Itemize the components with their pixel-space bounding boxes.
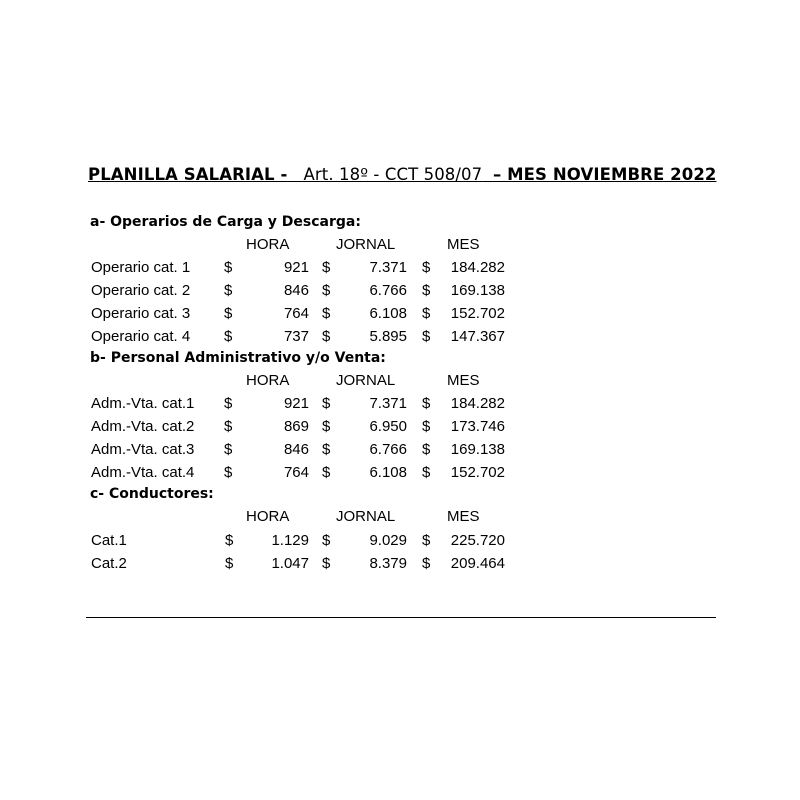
header-hora: HORA	[246, 236, 290, 253]
currency-symbol: $	[422, 282, 431, 299]
currency-symbol: $	[224, 464, 233, 481]
jornal-value: 6.950	[369, 418, 407, 435]
table-row	[0, 259, 800, 281]
currency-symbol: $	[422, 328, 431, 345]
jornal-value: 6.766	[369, 441, 407, 458]
currency-symbol: $	[422, 418, 431, 435]
mes-value: 152.702	[450, 464, 505, 481]
currency-symbol: $	[224, 418, 233, 435]
currency-symbol: $	[225, 532, 234, 549]
mes-value: 184.282	[450, 395, 505, 412]
table-row	[0, 532, 800, 554]
hora-value: 921	[283, 259, 309, 276]
table-row	[0, 464, 800, 486]
table-row	[0, 395, 800, 417]
row-label: Operario cat. 3	[91, 305, 191, 322]
currency-symbol: $	[322, 305, 331, 322]
currency-symbol: $	[322, 441, 331, 458]
currency-symbol: $	[322, 418, 331, 435]
mes-value: 152.702	[450, 305, 505, 322]
currency-symbol: $	[322, 532, 331, 549]
title-article: Art. 18º - CCT 508/07	[303, 165, 483, 184]
table-row	[0, 305, 800, 327]
header-jornal: JORNAL	[336, 508, 396, 525]
currency-symbol: $	[224, 395, 233, 412]
section-title: b- Personal Administrativo y/o Venta:	[90, 350, 386, 366]
title-month: – MES NOVIEMBRE 2022	[492, 165, 717, 184]
section-title: c- Conductores:	[90, 486, 214, 502]
header-mes: MES	[447, 508, 480, 525]
currency-symbol: $	[422, 464, 431, 481]
mes-value: 147.367	[450, 328, 505, 345]
currency-symbol: $	[322, 328, 331, 345]
currency-symbol: $	[224, 441, 233, 458]
jornal-value: 5.895	[369, 328, 407, 345]
table-row	[0, 441, 800, 463]
row-label: Cat.1	[91, 532, 127, 549]
mes-value: 169.138	[450, 282, 505, 299]
currency-symbol: $	[322, 555, 331, 572]
currency-symbol: $	[422, 441, 431, 458]
currency-symbol: $	[422, 395, 431, 412]
jornal-value: 6.108	[369, 464, 407, 481]
mes-value: 209.464	[450, 555, 505, 572]
jornal-value: 7.371	[369, 395, 407, 412]
currency-symbol: $	[224, 328, 233, 345]
currency-symbol: $	[225, 555, 234, 572]
hora-value: 869	[283, 418, 309, 435]
document-title	[88, 165, 728, 184]
row-label: Adm.-Vta. cat.4	[91, 464, 195, 481]
currency-symbol: $	[224, 259, 233, 276]
mes-value: 184.282	[450, 259, 505, 276]
currency-symbol: $	[224, 305, 233, 322]
mes-value: 169.138	[450, 441, 505, 458]
currency-symbol: $	[322, 282, 331, 299]
jornal-value: 6.766	[369, 282, 407, 299]
header-mes: MES	[447, 236, 480, 253]
header-jornal: JORNAL	[336, 236, 396, 253]
row-label: Cat.2	[91, 555, 127, 572]
hora-value: 846	[283, 441, 309, 458]
hora-value: 1.047	[271, 555, 309, 572]
bottom-divider	[86, 617, 716, 618]
currency-symbol: $	[322, 464, 331, 481]
currency-symbol: $	[422, 555, 431, 572]
hora-value: 764	[283, 305, 309, 322]
hora-value: 846	[283, 282, 309, 299]
currency-symbol: $	[422, 305, 431, 322]
mes-value: 173.746	[450, 418, 505, 435]
jornal-value: 7.371	[369, 259, 407, 276]
table-row	[0, 418, 800, 440]
jornal-value: 9.029	[369, 532, 407, 549]
mes-value: 225.720	[450, 532, 505, 549]
hora-value: 1.129	[271, 532, 309, 549]
section-title: a- Operarios de Carga y Descarga:	[90, 214, 361, 230]
title-main: PLANILLA SALARIAL -	[88, 165, 288, 184]
hora-value: 764	[283, 464, 309, 481]
table-row	[0, 328, 800, 350]
hora-value: 737	[283, 328, 309, 345]
header-jornal: JORNAL	[336, 372, 396, 389]
row-label: Adm.-Vta. cat.3	[91, 441, 195, 458]
row-label: Adm.-Vta. cat.1	[91, 395, 195, 412]
header-hora: HORA	[246, 508, 290, 525]
currency-symbol: $	[224, 282, 233, 299]
row-label: Operario cat. 2	[91, 282, 191, 299]
row-label: Adm.-Vta. cat.2	[91, 418, 195, 435]
currency-symbol: $	[422, 259, 431, 276]
row-label: Operario cat. 1	[91, 259, 191, 276]
header-hora: HORA	[246, 372, 290, 389]
table-row	[0, 555, 800, 577]
row-label: Operario cat. 4	[91, 328, 191, 345]
hora-value: 921	[283, 395, 309, 412]
jornal-value: 6.108	[369, 305, 407, 322]
currency-symbol: $	[322, 259, 331, 276]
header-mes: MES	[447, 372, 480, 389]
jornal-value: 8.379	[369, 555, 407, 572]
table-row	[0, 282, 800, 304]
currency-symbol: $	[422, 532, 431, 549]
currency-symbol: $	[322, 395, 331, 412]
